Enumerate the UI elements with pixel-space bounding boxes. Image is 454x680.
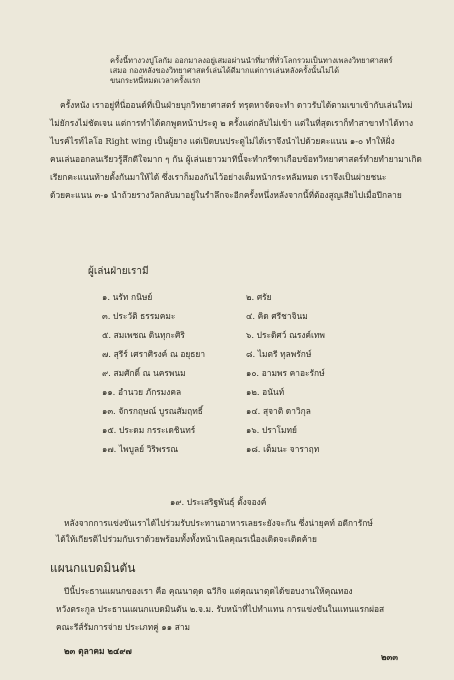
player-row (102, 347, 402, 366)
player-name: ๒. ศรัย (246, 292, 272, 302)
player-name: ๙. สมศักดิ์ ณ นครพนม (102, 368, 186, 378)
paragraph-line: ครั้งหนัง เราอยู่ที่นี่ออนด์ที่เป็นฝ่ายบุกวิทยาศาสตร์ ทรุดหาจัดจะทำ ดาวรับได้ตามเขาเข้ากับเล่นใหม่ (60, 100, 413, 110)
intro-line: เสมอ กองหลังของวิทยาศาสตร์เล่นได้ดีมากแต่การเล่นหลังครั้งนั้นไม่ได้ (110, 66, 340, 75)
player-name: ๓. ประวัติ ธรรมคมะ (102, 311, 176, 321)
page-number: ๒๓๓ (381, 652, 398, 662)
players-list (102, 290, 402, 461)
intro-line: ครั้งนี้ทางวงปูโลกัม ออกมาลงอยู่เสมอผ่านนำที่มาที่ทั่วโลกรวมเป็นทางเพลงวิทยาศาสตร์ (110, 56, 393, 65)
player-row (102, 309, 402, 328)
player-name-last: ๑๙. ประเสริฐพันธุ์ ตั้งจองค์ (170, 497, 267, 507)
player-name: ๑๐. อามพร คาอะรักษ์ (246, 368, 325, 378)
paragraph-line: หวังตระกูล ประธานแผนกแบดมินตัน ๒.จ.ม. รับหน้าที่ไปทำแทน การแข่งขันในแทนแรกผ่อส (56, 604, 385, 614)
badminton-heading: แผนกแบดมินตัน (50, 561, 136, 575)
paragraph-line: เรียกคะแนนท้ายตั้งกันมาให้ได้ ซึ่งเราก็มองกันไว้อย่างเต็มหน้ากระหลัมหมด เราจึงเป็นผ่ายชนะ (50, 172, 387, 182)
player-name: ๑๒. อนันท์ (246, 387, 285, 397)
player-row (102, 442, 402, 461)
player-name: ๑๕. ประดม กรระเดชินทร์ (102, 425, 196, 435)
player-name: ๑๘. เต็มนะ จาราฤท (246, 444, 320, 454)
paragraph-line: ได้ให้เกียรติไปร่วมกับเราด้วยพร้อมทั้งทั้งหน้าเนิลคุณรเนื่องเดิดจะเดิดค้าย (56, 534, 317, 544)
paragraph-line: คณะรีส์รัมการจ่าย ประเภทคู่ ๑๑ สาม (56, 622, 191, 632)
match-report-paragraph (50, 100, 430, 201)
post-match-paragraph (56, 518, 373, 545)
player-name: ๑๓. จักรกฤษณ์ บูรณสัมฤทธิ์ (102, 406, 203, 416)
intro-line: ขนกระหนี่หมดเวลาครั้งแรก (110, 76, 201, 85)
player-name: ๑. นรัท กนิษย์ (102, 292, 153, 302)
player-row (102, 366, 402, 385)
date-footer: ๒๓ ตุลาคม ๒๔๙๗ (64, 646, 132, 656)
player-name: ๑๖. ปราโมทย์ (246, 425, 297, 435)
player-name: ๗. สุรีร์ เศราศิรงค์ ณ อยุธยา (102, 349, 206, 359)
player-name: ๑๑. อำนวย ภักรมงคล (102, 387, 182, 397)
player-row (102, 328, 402, 347)
player-name: ๘. ไมตรี ทุลพรักษ์ (246, 349, 312, 359)
player-name: ๕. สมเพชณ ดินทุกะศิริ (102, 330, 185, 340)
player-name: ๑๗. ไพบูลย์ วิริพรรณ (102, 444, 179, 454)
paragraph-line: ปีนี้ประธานแผนกของเรา คือ คุณนาตุด ฉวีกิจ แต่คุณนาตุดได้ขอบงานให้คุณทอง (64, 586, 353, 596)
player-row (102, 385, 402, 404)
badminton-paragraph (56, 586, 384, 633)
intro-paragraph (110, 56, 393, 86)
player-row (102, 404, 402, 423)
paragraph-line: คนเล่นออกลนเรียวรู้สึกดีใจมาก ๆ กัน ผู้เล่นเยาวมาทีนี้จะทำกรีฑาเกือบข้อทวิทยาศาสตร์ทำยทำยามาเกิด (50, 154, 422, 164)
paragraph-line: ไม่ยักรงไม่ชัดเจน แต่การทำได้ตกพูดหน้าประตู ๒ ครั้งแต่กลับไม่เข้า แต่ในที่สุดเราก็ทำสาขาทำได้ทาง (50, 118, 414, 128)
players-heading: ผู้เล่นฝ่ายเรามี (88, 266, 149, 277)
player-row (102, 423, 402, 442)
paragraph-line: ไบรค์ไรท์ไลโอ Right wing เป็นผู้ยาง แต่เปิดบนประตูไม่ได้เราจึงนำไปด้วยคะแนน ๑-๐ ทำให้ฝั่ง (50, 136, 395, 146)
player-name: ๑๔. สุจาติ ดาวิกุล (246, 406, 311, 416)
paragraph-line: หลังจากการแข่งขันเราได้ไปร่วมรับประทานอาหารเลยระยังจะกัน ซึ่งน่ายุคท์ อดีการักษ์ (64, 518, 373, 528)
paragraph-line: ด้วยคะแนน ๓-๑ นำถ้วยรางวัลกลับมาอยู่ในรำลึกจะอีกครั้งหนึ่งหลังจากนี้ที่ต้องสูญเสียไปเมื่อปีกลาย (50, 190, 402, 200)
player-name: ๖. ประดิศว์ ณรงค์เทพ (246, 330, 325, 340)
player-name: ๔. คิด ศรีชาจินม (246, 311, 308, 321)
player-row (102, 290, 402, 309)
